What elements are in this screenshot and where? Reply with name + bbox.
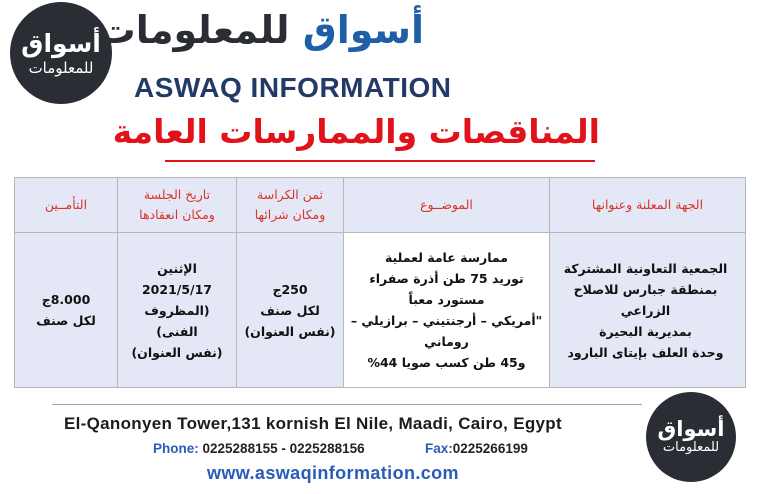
header-insurance: التأمــين <box>15 178 118 233</box>
subject-line: "أمريكي – أرجنتيني – برازيلي – <box>350 313 543 328</box>
header-agency: الجهة المعلنة وعنوانها <box>550 178 746 233</box>
logo-line1: أسواق <box>657 417 725 442</box>
footer-address: El-Qanonyen Tower,131 kornish El Nile, Maadi, Cairo, Egypt <box>64 414 562 433</box>
subject-line: و45 طن كسب صويا 44% <box>367 355 526 370</box>
cell-session <box>118 233 237 388</box>
header-price-line2: ومكان شرائها <box>254 207 326 222</box>
price-line: (نفس العنوان) <box>244 323 336 339</box>
agency-line: الجمعية التعاونية المشتركة <box>563 260 728 276</box>
fax-label: Fax: <box>425 441 453 456</box>
agency-line: بمنطقة جبارس للاصلاح الزراعي <box>573 281 718 318</box>
cell-insurance <box>15 233 118 388</box>
session-line: (المظروف الفنى) <box>144 302 210 339</box>
insurance-amount: 8.000ج <box>41 292 91 307</box>
subject-line: روماني <box>424 334 469 349</box>
logo-bottom <box>646 392 736 482</box>
agency-line: بمديرية البحيرة <box>599 323 692 339</box>
logo-line2: للمعلومات <box>662 440 720 456</box>
subject-line: توريد 75 طن أذرة صفراء <box>369 271 524 286</box>
table-row <box>15 233 746 388</box>
session-line: (نفس العنوان) <box>131 344 223 360</box>
subject-line: ممارسة عامة لعملية <box>384 250 509 265</box>
cell-price <box>237 233 344 388</box>
logo-line1: أسواق <box>21 29 101 58</box>
price-amount: 250ج <box>272 281 308 297</box>
header-session <box>118 178 237 233</box>
fax-value: 0225266199 <box>452 441 528 456</box>
page-headline: المناقصات والممارسات العامة <box>112 112 600 151</box>
insurance-line: لكل صنف <box>36 313 96 328</box>
brand-name-arabic <box>97 8 424 60</box>
agency-line: وحدة العلف بإيتاى البارود <box>567 344 724 360</box>
header-session-line2: ومكان انعقادها <box>139 207 215 222</box>
subject-line: مستورد معباً <box>408 292 485 307</box>
phone-label: Phone: <box>153 441 199 456</box>
header-subject: الموضــوع <box>344 178 550 233</box>
header-price-line1: ثمن الكراسة <box>257 187 323 202</box>
logo-line2: للمعلومات <box>28 58 94 77</box>
headline-underline <box>165 160 595 162</box>
brand-name-ar-part2: للمعلومات <box>97 8 290 52</box>
footer-fax <box>425 441 528 456</box>
footer-website-link[interactable]: www.aswaqinformation.com <box>207 463 459 483</box>
header-session-line1: تاريخ الجلسة <box>143 187 211 202</box>
cell-agency <box>550 233 746 388</box>
session-date: الإثنين 2021/5/17 <box>141 260 212 297</box>
brand-name-english: ASWAQ INFORMATION <box>134 72 452 103</box>
footer-phone <box>153 441 365 456</box>
footer-divider <box>52 404 642 405</box>
cell-subject <box>344 233 550 388</box>
price-line: لكل صنف <box>260 302 320 318</box>
header-price <box>237 178 344 233</box>
brand-name-ar-part1: أسواق <box>302 8 424 52</box>
tenders-table <box>14 177 746 388</box>
phone-value: 0225288155 - 0225288156 <box>202 441 365 456</box>
table-header-row <box>15 178 746 233</box>
